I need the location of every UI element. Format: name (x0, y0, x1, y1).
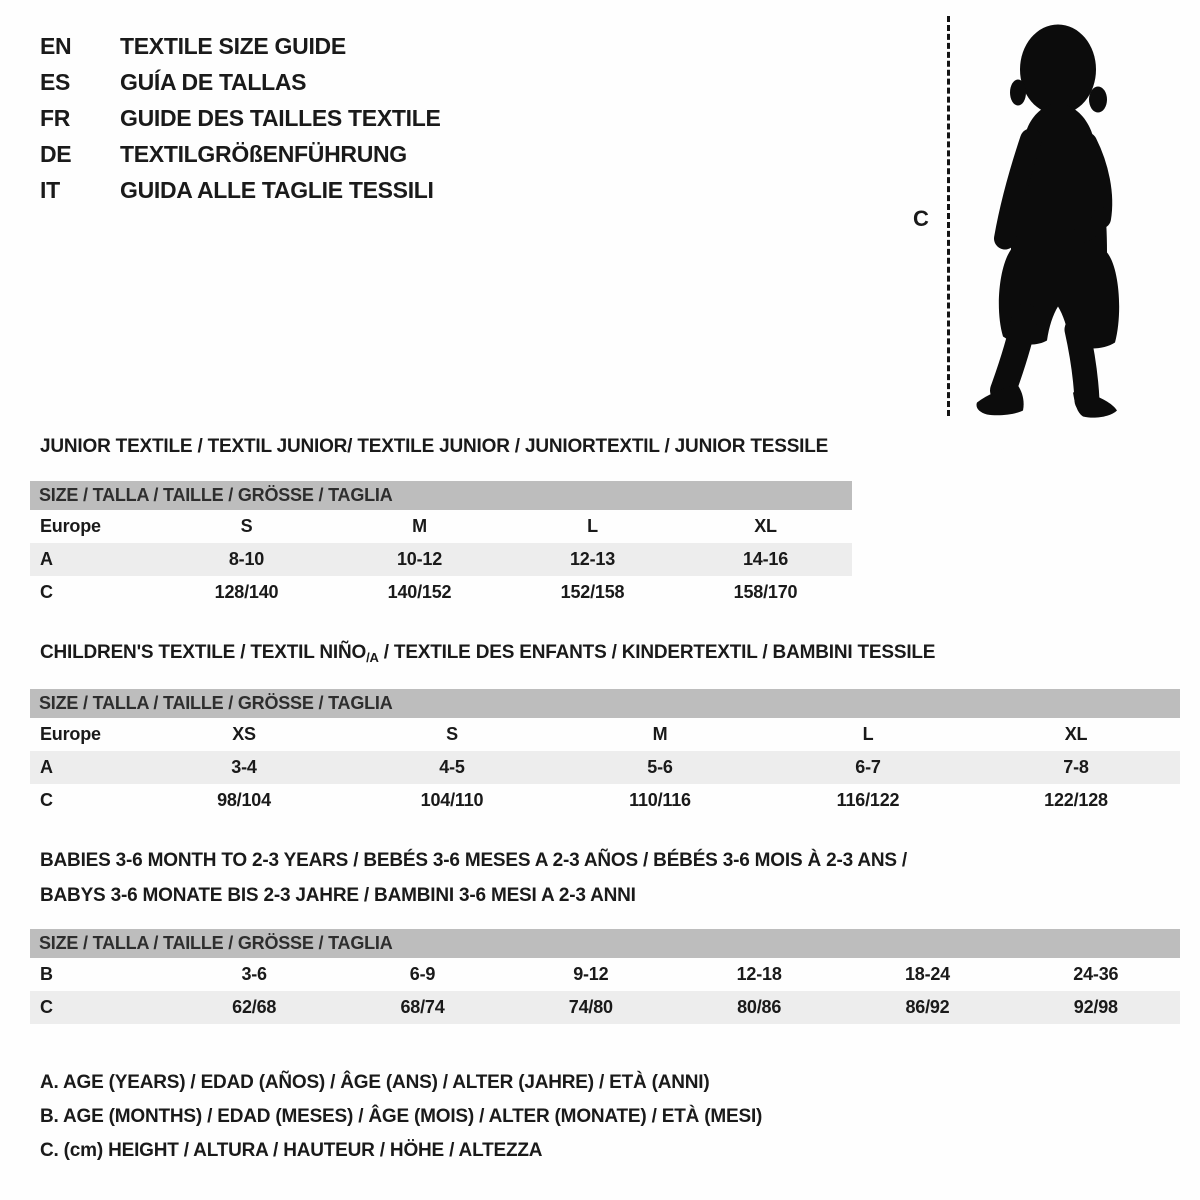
table-cell: 3-6 (241, 964, 267, 984)
legend-line-height: C. (cm) HEIGHT / ALTURA / HAUTEUR / HÖHE / ALTEZZA (40, 1140, 543, 1161)
table-cell: 14-16 (742, 549, 789, 569)
table-cell: 62/68 (232, 997, 277, 1017)
size-header-band: SIZE / TALLA / TAILLE / GRÖSSE / TAGLIA (30, 689, 1180, 718)
lang-title: GUIDA ALLE TAGLIE TESSILI (120, 176, 434, 203)
size-header-band: SIZE / TALLA / TAILLE / GRÖSSE / TAGLIA (30, 929, 1180, 958)
table-cell: 140/152 (387, 582, 452, 602)
column-header: S (240, 516, 253, 536)
lang-row-de (40, 136, 441, 172)
measure-legend (40, 1066, 762, 1168)
lang-title: TEXTILE SIZE GUIDE (120, 32, 346, 59)
row-label: Europe (40, 724, 101, 744)
table-cell: 8-10 (228, 549, 265, 569)
table-cell: 74/80 (568, 997, 613, 1017)
table-cell: 5-6 (647, 757, 673, 777)
lang-row-it (40, 172, 441, 208)
lang-code: IT (40, 176, 60, 203)
table-cell: 104/110 (420, 790, 484, 810)
height-measure-label: C (913, 206, 929, 231)
column-header: S (446, 724, 458, 744)
table-cell: 7-8 (1063, 757, 1089, 777)
children-size-table (30, 689, 1180, 817)
table-row-height (30, 991, 1180, 1024)
children-title-main: CHILDREN'S TEXTILE / TEXTIL NIÑO (40, 642, 367, 663)
row-label: B (40, 964, 53, 984)
table-row-height (30, 576, 852, 609)
babies-section-title (40, 843, 907, 913)
column-header: M (652, 724, 668, 744)
children-title-rest: / TEXTILE DES ENFANTS / KINDERTEXTIL / BAMBINI TESSILE (378, 642, 936, 663)
row-label: A (40, 757, 53, 777)
lang-title: GUIDE DES TAILLES TEXTILE (120, 104, 441, 131)
babies-title-line1: BABIES 3-6 MONTH TO 2-3 YEARS / BEBÉS 3-6 MESES A 2-3 AÑOS / BÉBÉS 3-6 MOIS À 2-3 ANS / (40, 850, 908, 871)
babies-size-table (30, 929, 1180, 1024)
table-cell: 116/122 (836, 790, 900, 810)
junior-section-title: JUNIOR TEXTILE / TEXTIL JUNIOR/ TEXTILE JUNIOR / JUNIORTEXTIL / JUNIOR TESSILE (40, 436, 829, 457)
column-header: XL (1064, 724, 1088, 744)
table-cell: 3-4 (231, 757, 257, 777)
column-header: XL (754, 516, 777, 536)
table-cell: 80/86 (737, 997, 782, 1017)
height-dashed-line (947, 16, 950, 416)
table-row-age (30, 751, 1180, 784)
column-header: L (587, 516, 598, 536)
children-title-subscript: /A (366, 650, 379, 665)
lang-code: DE (40, 140, 72, 167)
table-row-height (30, 784, 1180, 817)
table-cell: 18-24 (904, 964, 950, 984)
table-cell: 12-13 (569, 549, 616, 569)
table-cell: 6-7 (855, 757, 881, 777)
children-section-title (40, 642, 935, 665)
legend-line-age-months: B. AGE (MONTHS) / EDAD (MESES) / ÂGE (MOIS) / ALTER (MONATE) / ETÀ (MESI) (40, 1106, 763, 1127)
table-cell: 122/128 (1044, 790, 1108, 810)
row-label: C (40, 997, 53, 1017)
toddler-silhouette-icon (965, 14, 1145, 420)
column-header: M (412, 516, 427, 536)
legend-line-age-years: A. AGE (YEARS) / EDAD (AÑOS) / ÂGE (ANS) / ALTER (JAHRE) / ETÀ (ANNI) (40, 1072, 710, 1093)
table-cell: 6-9 (409, 964, 436, 984)
table-cell: 10-12 (396, 549, 443, 569)
column-header: XS (232, 724, 256, 744)
lang-code: ES (40, 68, 71, 95)
lang-row-en (40, 28, 441, 64)
table-cell: 158/170 (733, 582, 798, 602)
table-cell: 24-36 (1073, 964, 1119, 984)
table-cell: 128/140 (214, 582, 279, 602)
table-row-columns (30, 510, 852, 543)
column-header: L (862, 724, 874, 744)
table-cell: 98/104 (217, 790, 271, 810)
table-cell: 86/92 (905, 997, 950, 1017)
table-cell: 92/98 (1073, 997, 1118, 1017)
table-row-columns (30, 718, 1180, 751)
lang-code: EN (40, 32, 72, 59)
row-label: C (40, 790, 53, 810)
lang-row-fr (40, 100, 441, 136)
table-cell: 12-18 (736, 964, 782, 984)
lang-code: FR (40, 104, 71, 131)
babies-title-line2: BABYS 3-6 MONATE BIS 2-3 JAHRE / BAMBINI 3-6 MESI A 2-3 ANNI (40, 885, 636, 906)
lang-title: GUÍA DE TALLAS (120, 68, 307, 95)
lang-row-es (40, 64, 441, 100)
table-cell: 68/74 (400, 997, 445, 1017)
lang-title: TEXTILGRÖßENFÜHRUNG (120, 140, 407, 167)
row-label: C (40, 582, 53, 602)
table-row-age (30, 543, 852, 576)
language-title-list (40, 28, 441, 208)
table-cell: 4-5 (439, 757, 465, 777)
junior-size-table (30, 481, 852, 609)
row-label: A (40, 549, 53, 569)
table-row-age-months (30, 958, 1180, 991)
table-cell: 9-12 (573, 964, 609, 984)
table-cell: 110/116 (629, 790, 691, 810)
row-label: Europe (40, 516, 101, 536)
table-cell: 152/158 (560, 582, 625, 602)
size-header-band: SIZE / TALLA / TAILLE / GRÖSSE / TAGLIA (30, 481, 852, 510)
